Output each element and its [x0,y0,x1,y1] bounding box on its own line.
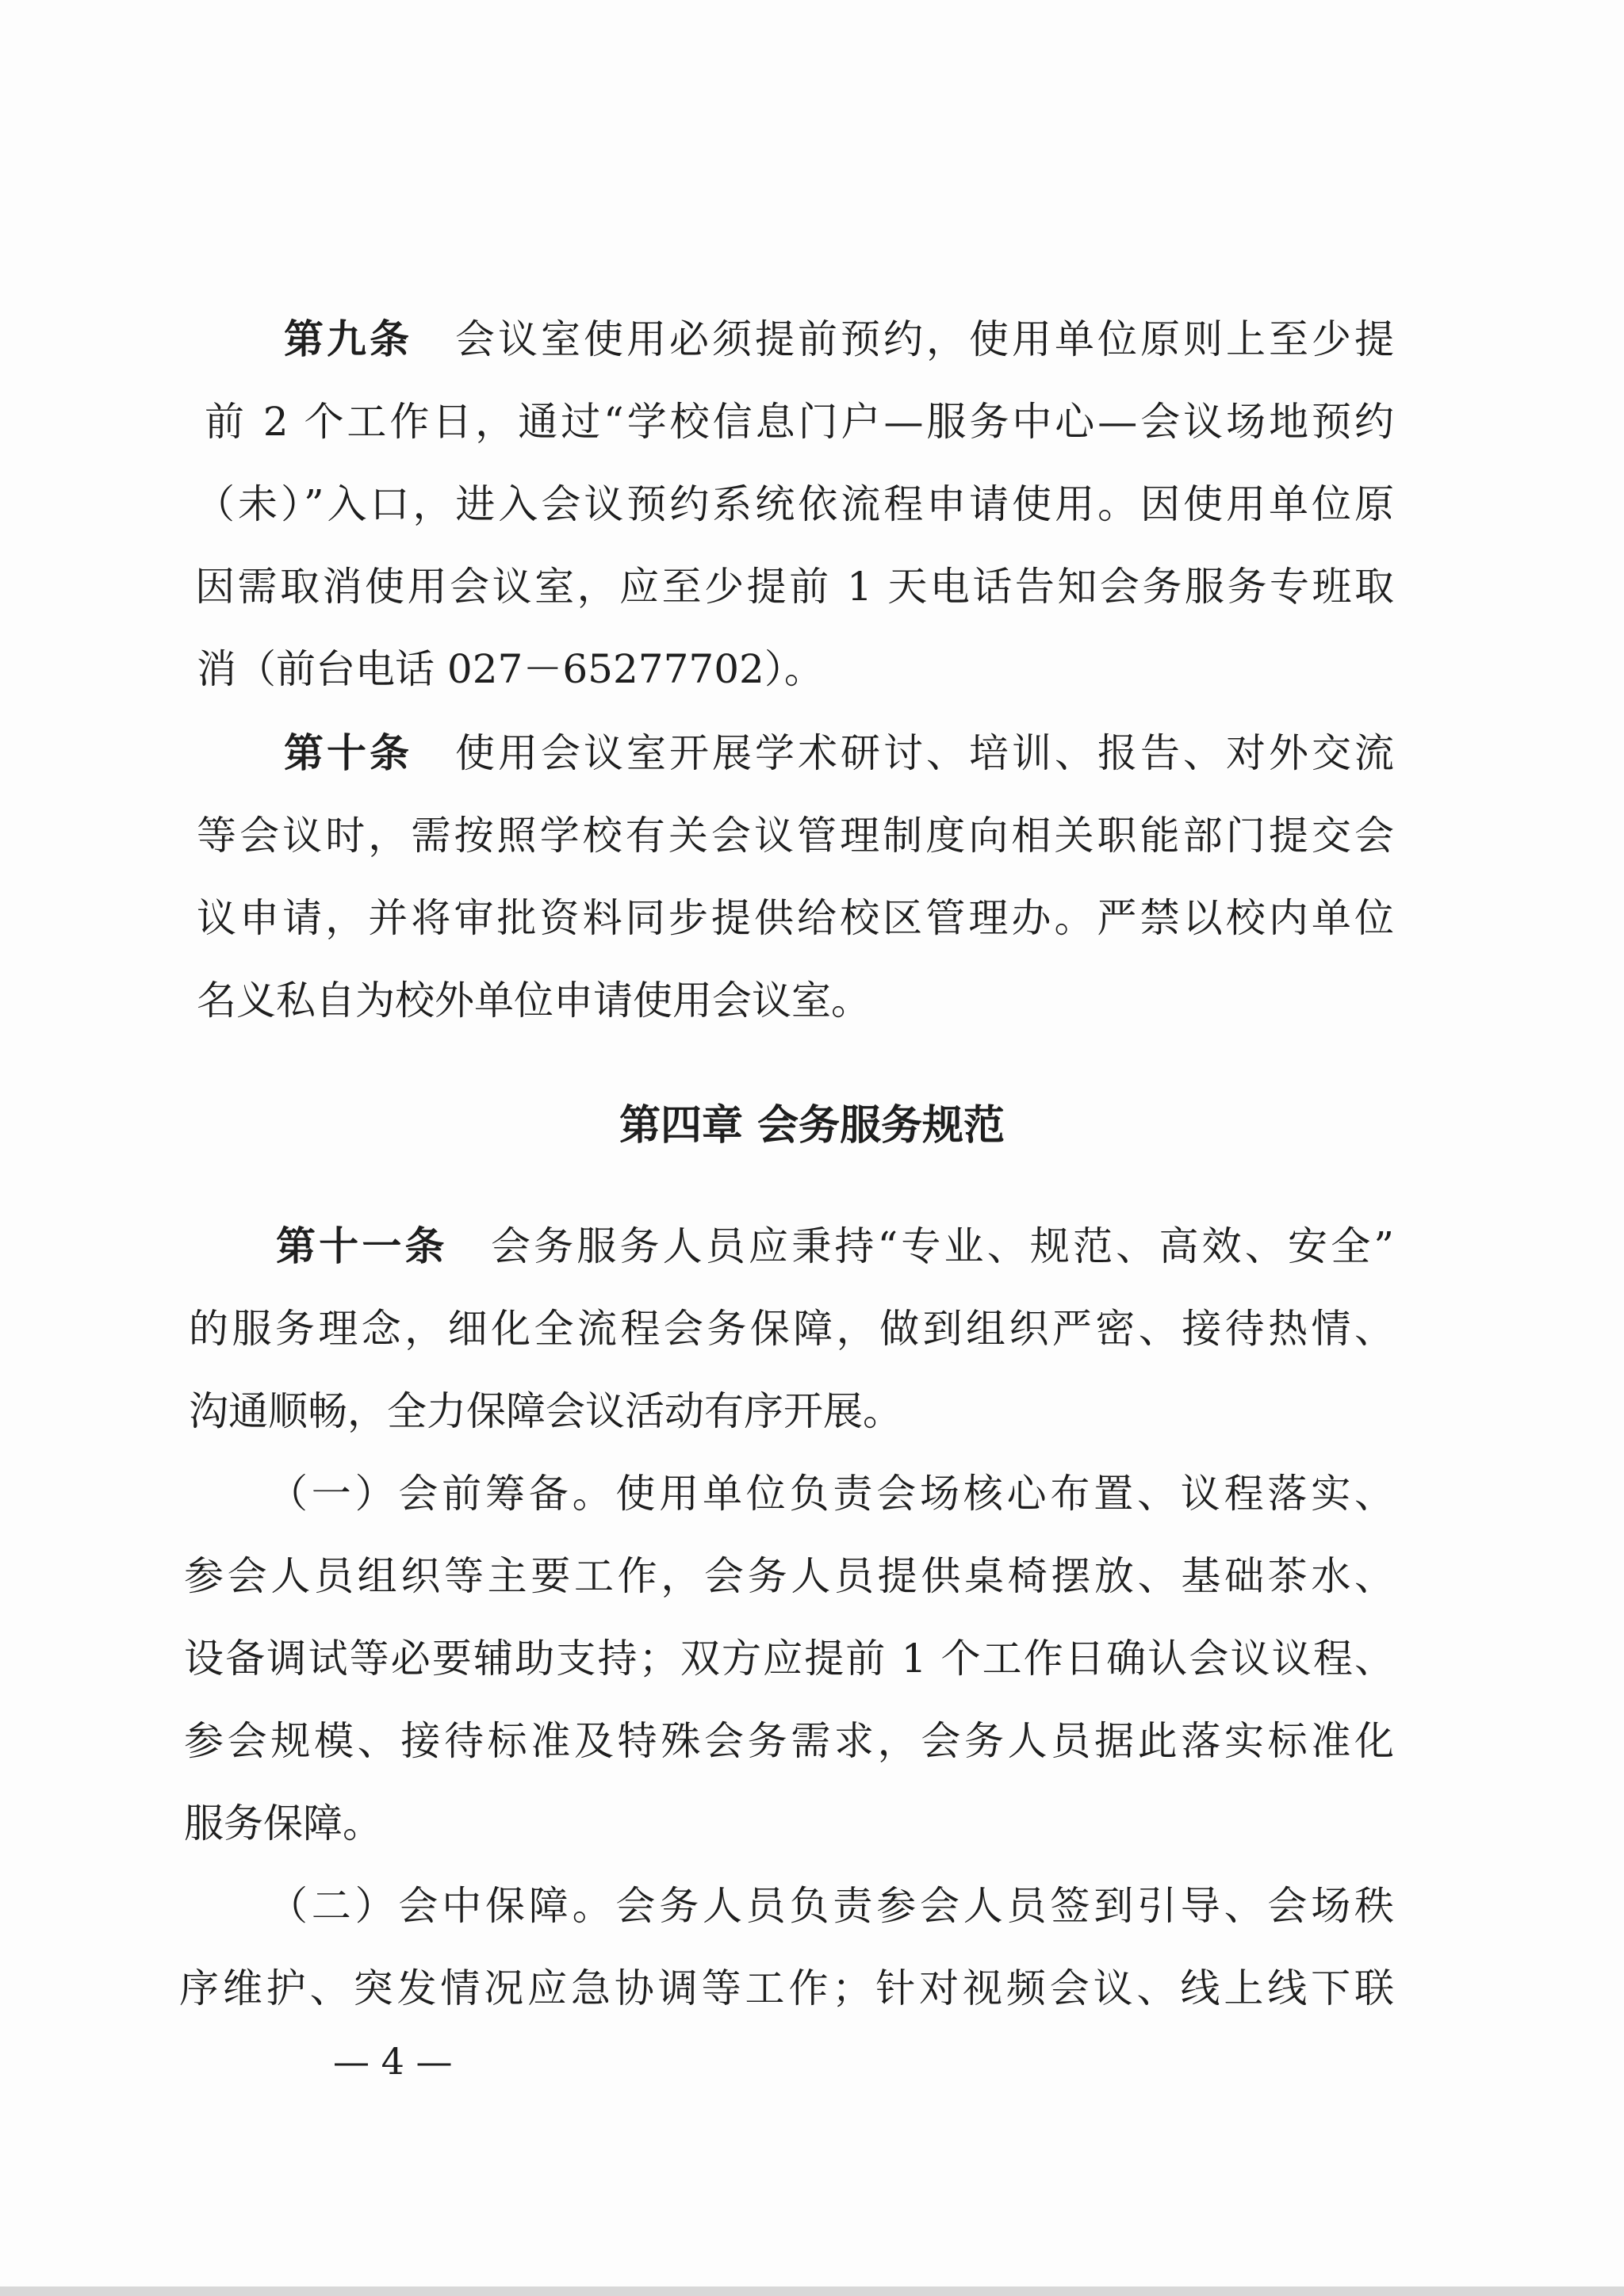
article-10-line-2: 等会议时，需按照学校有关会议管理制度向相关职能部门提交会 [197,813,1394,859]
article-9-label: 第九条 [284,316,412,362]
article-9-text: 会议室使用必须提前预约，使用单位原则上至少提 [452,316,1394,362]
item-1-line-4: 参会规模、接待标准及特殊会务需求，会务人员据此落实标准化 [184,1718,1394,1764]
chapter-title: 第四章 会务服务规范 [619,1102,1005,1150]
item-1-line-5: 服务保障。 [184,1800,382,1846]
scan-bottom-edge [0,2286,1624,2296]
item-1-line-3: 设备调试等必要辅助支持；双方应提前 1 个工作日确认会议议程、 [184,1636,1394,1682]
article-11-line-1 [0,1203,1624,1289]
article-9-line-5: 消（前台电话 027－65277702）。 [197,646,824,692]
article-10-line-3: 议申请，并将审批资料同步提供给校区管理办。严禁以校内单位 [197,895,1394,941]
article-9-line-2: 前 2 个工作日，通过“学校信息门户—服务中心—会议场地预约 [205,399,1394,445]
item-1-line-1: （一）会前筹备。使用单位负责会场核心布置、议程落实、 [268,1471,1394,1517]
article-10-line-4: 名义私自为校外单位申请使用会议室。 [197,978,871,1024]
page-number: — 4 — [333,2040,453,2083]
article-11-label: 第十一条 [276,1223,448,1269]
article-11-text: 会务服务人员应秉持“专业、规范、高效、安全” [487,1223,1394,1269]
item-2-line-1: （二）会中保障。会务人员负责参会人员签到引导、会场秩 [268,1883,1394,1929]
article-10-line-1 [0,710,1624,796]
article-11-line-2: 的服务理念，细化全流程会务保障，做到组织严密、接待热情、 [189,1306,1394,1352]
article-9-line-1 [0,297,1624,382]
article-10-text: 使用会议室开展学术研讨、培训、报告、对外交流 [452,730,1394,776]
article-10-label: 第十条 [284,730,412,776]
item-2-line-2: 序维护、突发情况应急协调等工作；针对视频会议、线上线下联 [179,1965,1394,2011]
article-9-line-4: 因需取消使用会议室，应至少提前 1 天电话告知会务服务专班取 [195,564,1394,610]
item-1-line-2: 参会人员组织等主要工作，会务人员提供桌椅摆放、基础茶水、 [184,1553,1394,1599]
article-9-line-3: （未）”入口，进入会议预约系统依流程申请使用。因使用单位原 [195,481,1394,527]
article-11-line-3: 沟通顺畅，全力保障会议活动有序开展。 [189,1388,902,1434]
